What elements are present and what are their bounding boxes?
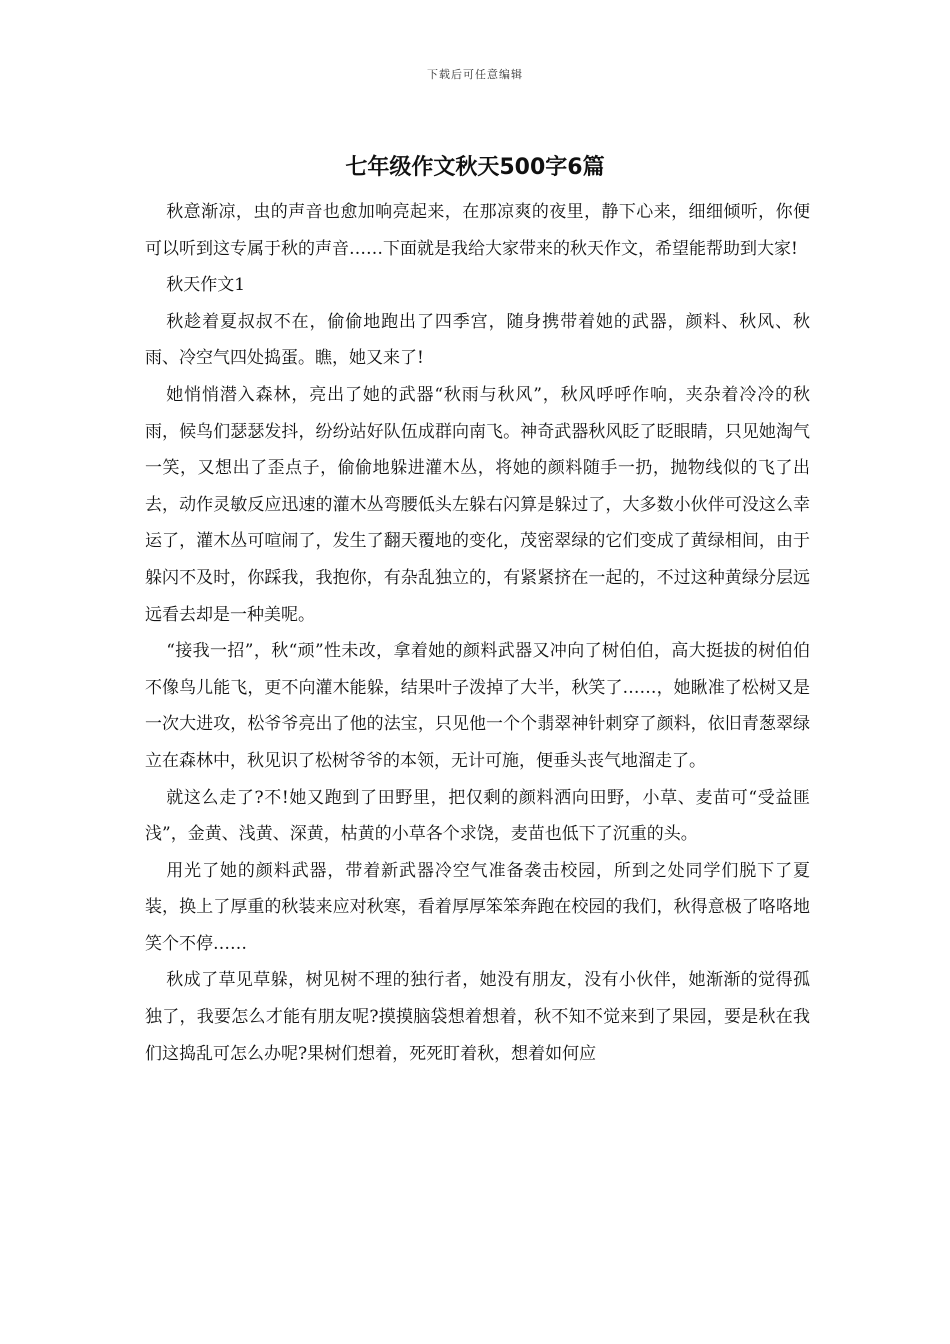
page-header-note: 下载后可任意编辑 bbox=[427, 68, 523, 81]
body-paragraph: “接我一招”，秋“顽”性未改，拿着她的颜料武器又冲向了树伯伯，高大挺拔的树伯伯不像鸟儿能飞，更不向灌木能躲，结果叶子泼掉了大半，秋笑了……，她瞅准了松树又是一次大进攻，松爷爷亮出了他的法宝，只见他一个个翡翠神针刺穿了颜料，依旧青葱翠绿立在森林中，秋见识了松树爷爷的本领，无计可施，便垂头丧气地溜走了。 bbox=[145, 641, 810, 771]
body-paragraph: 她悄悄潜入森林，亮出了她的武器“秋雨与秋风”，秋风呼呼作响，夹杂着冷冷的秋雨，候鸟们瑟瑟发抖，纷纷站好队伍成群向南飞。神奇武器秋风眨了眨眼睛，只见她淘气一笑，又想出了歪点子，偷偷地躲进灌木丛，将她的颜料随手一扔，抛物线似的飞了出去，动作灵敏反应迅速的灌木丛弯腰低头左躲右闪算是躲过了，大多数小伙伴可没这么幸运了，灌木丛可喧闹了，发生了翻天覆地的变化，茂密翠绿的它们变成了黄绿相间，由于躲闪不及时，你踩我，我抱你，有杂乱独立的，有紧紧挤在一起的，不过这种黄绿分层远远看去却是一种美呢。 bbox=[145, 384, 810, 625]
body-paragraph: 就这么走了?不!她又跑到了田野里，把仅剩的颜料洒向田野，小草、麦苗可“受益匪浅”，金黄、浅黄、深黄，枯黄的小草各个求饶，麦苗也低下了沉重的头。 bbox=[145, 787, 810, 845]
document-body bbox=[145, 194, 810, 1072]
body-paragraph: 秋成了草见草躲，树见树不理的独行者，她没有朋友，没有小伙伴，她渐渐的觉得孤独了，我要怎么才能有朋友呢?摸摸脑袋想着想着，秋不知不觉来到了果园，要是秋在我们这捣乱可怎么办呢?果树们想着，死死盯着秋，想着如何应 bbox=[145, 970, 810, 1064]
body-paragraph: 秋趁着夏叔叔不在，偷偷地跑出了四季宫，随身携带着她的武器，颜料、秋风、秋雨、冷空气四处捣蛋。瞧，她又来了! bbox=[145, 311, 810, 369]
document-title: 七年级作文秋天500字6篇 bbox=[345, 155, 605, 180]
section-heading: 秋天作文1 bbox=[166, 275, 246, 296]
body-paragraph: 用光了她的颜料武器，带着新武器冷空气准备袭击校园，所到之处同学们脱下了夏装，换上了厚重的秋装来应对秋寒，看着厚厚笨笨奔跑在校园的我们，秋得意极了咯咯地笑个不停…… bbox=[145, 860, 810, 954]
intro-paragraph: 秋意渐凉，虫的声音也愈加响亮起来，在那凉爽的夜里，静下心来，细细倾听，你便可以听到这专属于秋的声音……下面就是我给大家带来的秋天作文，希望能帮助到大家! bbox=[145, 202, 810, 259]
